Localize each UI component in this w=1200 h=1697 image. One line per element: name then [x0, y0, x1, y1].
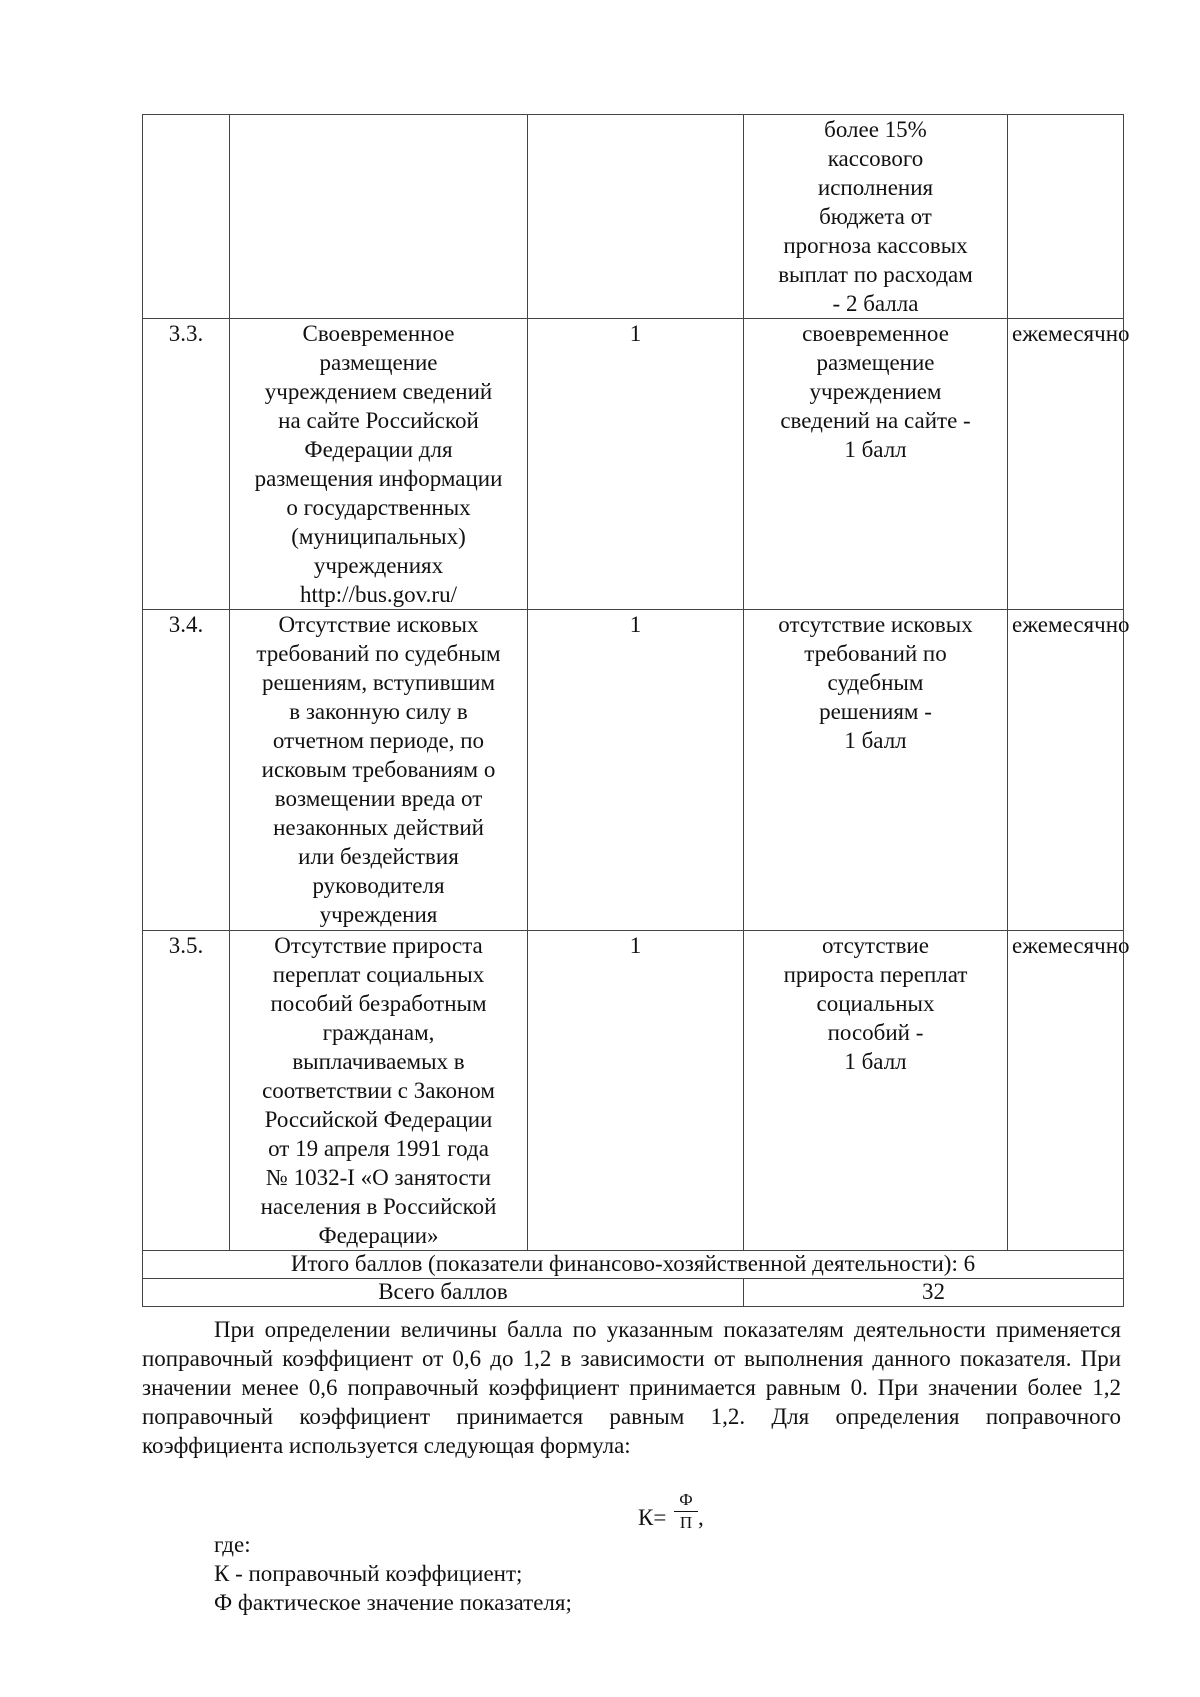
formula-denominator: П	[679, 1513, 693, 1532]
table-row	[143, 610, 1124, 931]
total-label: Всего баллов	[143, 1279, 744, 1307]
subtotal-text: Итого баллов (показатели финансово-хозяйственной деятельности): 6	[143, 1251, 1124, 1279]
indicator-period: ежемесячно	[1008, 610, 1124, 931]
subtotal-row	[143, 1251, 1124, 1279]
indicator-criteria: более 15% кассового исполнения бюджета от прогноза кассовых выплат по расходам - 2 балла	[744, 115, 1008, 319]
coefficient-paragraph	[142, 1315, 1121, 1460]
table-row	[143, 115, 1124, 319]
row-number	[143, 115, 230, 319]
definitions-list	[214, 1530, 572, 1617]
indicator-name: Отсутствие исковых требований по судебным решениям, вступившим в законную силу в отчетном периоде, по исковым требованиям о возмещении вреда от незаконных действий или бездействия руководителя учреждения	[230, 610, 528, 931]
indicator-name: Отсутствие прироста переплат социальных пособий безработным гражданам, выплачиваемых в соответствии с Законом Российской Федерации от 19 апреля 1991 года № 1032-I «О занятости населения в Российской Федерации»	[230, 931, 528, 1251]
indicator-score: 1	[528, 931, 744, 1251]
indicator-score	[528, 115, 744, 319]
definition-line: Ф фактическое значение показателя;	[214, 1590, 572, 1615]
fraction-bar	[674, 1511, 698, 1512]
indicator-score: 1	[528, 319, 744, 610]
indicator-criteria: отсутствие исковых требований по судебным решениям - 1 балл	[744, 610, 1008, 931]
indicators-table	[142, 114, 1130, 1307]
indicator-period: ежемесячно	[1008, 931, 1124, 1251]
indicator-period: ежемесячно	[1008, 319, 1124, 610]
indicator-score: 1	[528, 610, 744, 931]
formula-numerator: Ф	[679, 1490, 693, 1509]
definition-line: где:	[214, 1532, 251, 1557]
indicator-criteria: отсутствие прироста переплат социальных пособий - 1 балл	[744, 931, 1008, 1251]
indicator-name: Своевременное размещение учреждением сведений на сайте Российской Федерации для размещения информации о государственных (муниципальных) учреждениях http://bus.gov.ru/	[230, 319, 528, 610]
row-number: 3.5.	[143, 931, 230, 1251]
paragraph-text: При определении величины балла по указанным показателям деятельности применяется поправочный коэффициент от 0,6 до 1,2 в зависимости от выполнения данного показателя. При значении менее 0,6 поправочный коэффициент принимается равным 0. При значении более 1,2 поправочный коэффициент принимается равным 1,2. Для определения поправочного коэффициента используется следующая формула:	[142, 1317, 1121, 1458]
table-row	[143, 931, 1124, 1251]
formula-lhs: К=	[638, 1505, 667, 1530]
row-number: 3.3.	[143, 319, 230, 610]
definition-line: К - поправочный коэффициент;	[214, 1561, 523, 1586]
indicator-criteria: своевременное размещение учреждением сведений на сайте - 1 балл	[744, 319, 1008, 610]
total-row	[143, 1279, 1124, 1307]
formula-fraction	[674, 1491, 698, 1532]
row-number: 3.4.	[143, 610, 230, 931]
table-row	[143, 319, 1124, 610]
indicator-period	[1008, 115, 1124, 319]
formula-trail: ,	[698, 1505, 704, 1530]
total-value: 32	[744, 1279, 1124, 1307]
indicator-name	[230, 115, 528, 319]
